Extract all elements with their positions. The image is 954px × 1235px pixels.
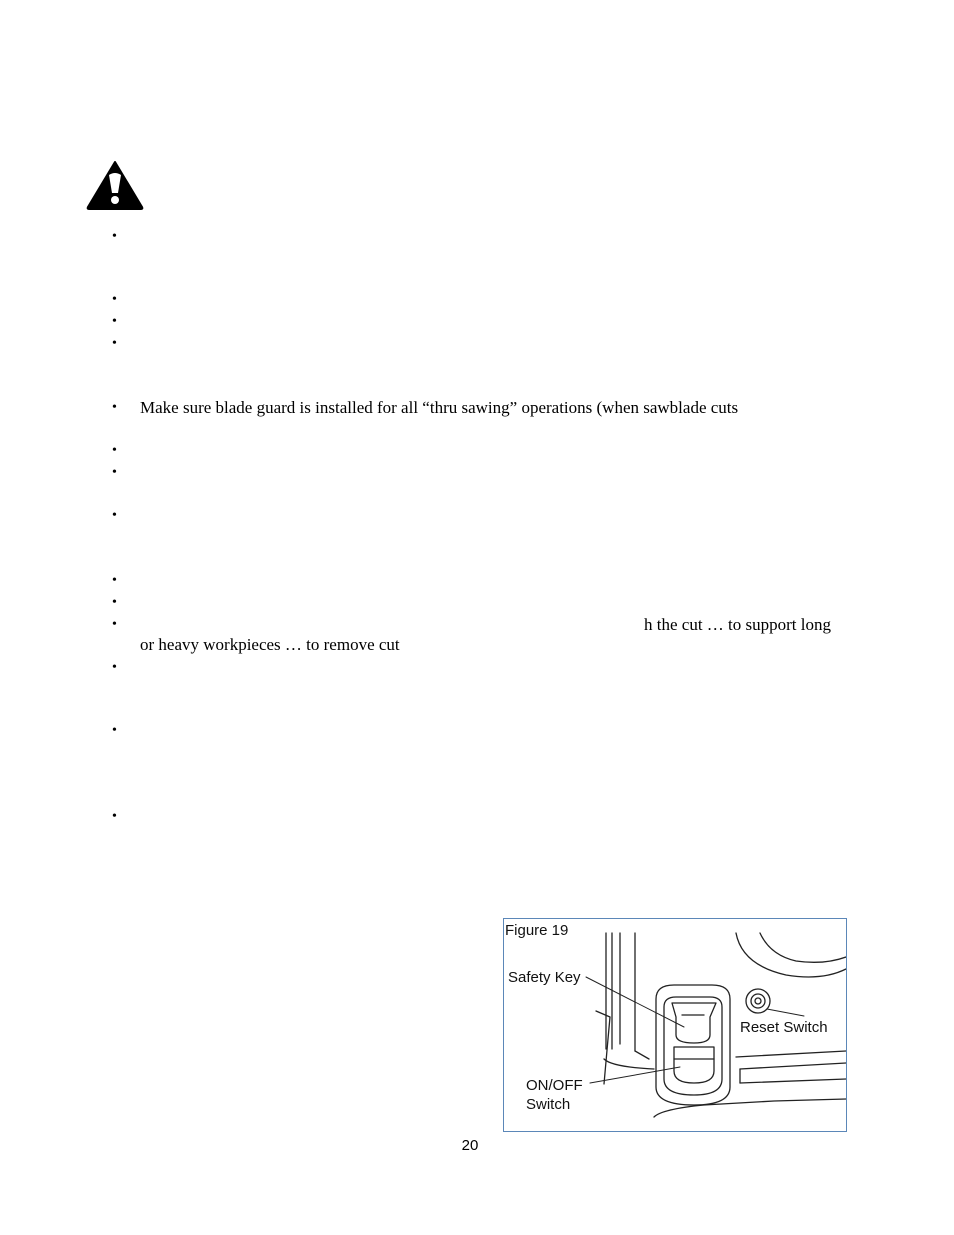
bullet-marker: • [112, 617, 117, 632]
bullet-marker: • [112, 465, 117, 480]
bullet-marker: • [112, 809, 117, 824]
bullet-marker: • [112, 292, 117, 307]
figure-title: Figure 19 [505, 922, 569, 939]
label-safety-key: Safety Key [508, 969, 581, 986]
label-switch: Switch [526, 1096, 571, 1113]
bullet-marker: • [112, 336, 117, 351]
bullet-text-support-fragment: h the cut … to support long [644, 615, 831, 634]
warning-triangle-icon [86, 160, 144, 210]
bullet-text-continuation: or heavy workpieces … to remove cut [140, 635, 400, 654]
page-number: 20 [461, 1137, 479, 1154]
bullet-marker: • [112, 595, 117, 610]
bullet-marker: • [112, 723, 117, 738]
bullet-marker: • [112, 508, 117, 523]
label-reset-switch: Reset Switch [740, 1019, 828, 1036]
bullet-marker: • [112, 314, 117, 329]
bullet-marker: • [112, 660, 117, 675]
bullet-marker: • [112, 443, 117, 458]
figure-switch-diagram [503, 918, 847, 1132]
bullet-marker: • [112, 573, 117, 588]
bullet-marker: • [112, 229, 117, 244]
bullet-marker: • [112, 400, 117, 415]
bullet-text-blade-guard: Make sure blade guard is installed for all “thru sawing” operations (when sawblade cuts [140, 398, 739, 417]
label-on-off: ON/OFF [526, 1077, 583, 1094]
